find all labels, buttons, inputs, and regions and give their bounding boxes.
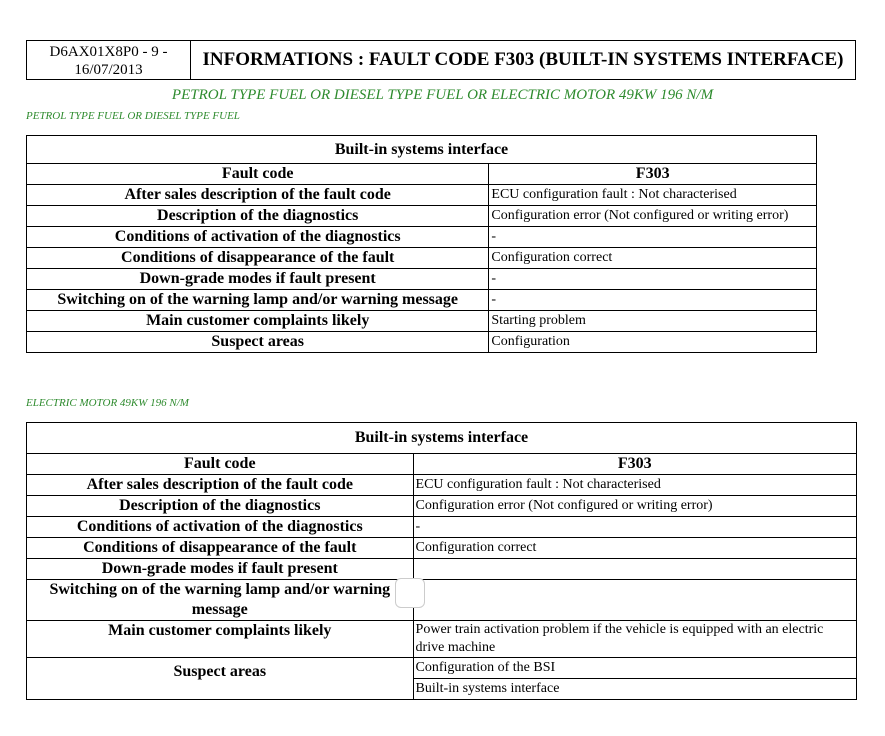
row-key: Switching on of the warning lamp and/or warning message xyxy=(27,580,414,621)
row-key: Suspect areas xyxy=(27,658,414,700)
row-value: - xyxy=(413,517,856,538)
table-row xyxy=(27,311,817,332)
row-key: After sales description of the fault code xyxy=(27,475,414,496)
section2-label: ELECTRIC MOTOR 49KW 196 N/M xyxy=(26,397,189,409)
row-key: Main customer complaints likely xyxy=(27,621,414,658)
table-caption: Built-in systems interface xyxy=(27,136,817,164)
floating-widget[interactable] xyxy=(395,578,425,608)
row-value: Power train activation problem if the vehicle is equipped with an electric drive machine xyxy=(413,621,856,658)
row-value: Configuration error (Not configured or writing error) xyxy=(413,496,856,517)
row-key: Description of the diagnostics xyxy=(27,206,489,227)
table-row xyxy=(27,580,857,621)
table-row xyxy=(27,475,857,496)
fault-code-label: Fault code xyxy=(27,454,414,475)
row-key: Conditions of activation of the diagnostics xyxy=(27,517,414,538)
row-value: - xyxy=(489,269,817,290)
fault-table-fuel xyxy=(26,135,817,353)
row-key: Down-grade modes if fault present xyxy=(27,269,489,290)
row-key: After sales description of the fault code xyxy=(27,185,489,206)
fault-table-electric xyxy=(26,422,857,700)
row-key: Main customer complaints likely xyxy=(27,311,489,332)
table-row xyxy=(27,290,817,311)
row-value: ECU configuration fault : Not characterised xyxy=(413,475,856,496)
row-value xyxy=(413,580,856,621)
document-title: INFORMATIONS : FAULT CODE F303 (BUILT-IN SYSTEMS INTERFACE) xyxy=(202,49,844,70)
row-value: Configuration xyxy=(489,332,817,353)
row-key: Description of the diagnostics xyxy=(27,496,414,517)
row-key: Down-grade modes if fault present xyxy=(27,559,414,580)
table-row xyxy=(27,517,857,538)
table-row xyxy=(27,248,817,269)
table-row xyxy=(27,206,817,227)
table-row xyxy=(27,538,857,559)
row-key: Switching on of the warning lamp and/or warning message xyxy=(27,290,489,311)
fault-code-value: F303 xyxy=(413,454,856,475)
row-value xyxy=(413,559,856,580)
table-row xyxy=(27,269,817,290)
section1-label: PETROL TYPE FUEL OR DIESEL TYPE FUEL xyxy=(26,110,240,122)
table-caption: Built-in systems interface xyxy=(27,423,857,454)
row-value: Starting problem xyxy=(489,311,817,332)
table-row xyxy=(27,332,817,353)
row-value: Built-in systems interface xyxy=(413,679,856,700)
table-row xyxy=(27,559,857,580)
document-reference xyxy=(27,41,191,79)
row-key: Conditions of disappearance of the fault xyxy=(27,248,489,269)
row-value: - xyxy=(489,290,817,311)
document-ref-date: 16/07/2013 xyxy=(74,62,143,78)
fault-code-label: Fault code xyxy=(27,164,489,185)
table-row xyxy=(27,496,857,517)
row-value: Configuration of the BSI xyxy=(413,658,856,679)
row-key: Conditions of disappearance of the fault xyxy=(27,538,414,559)
document-subtitle: PETROL TYPE FUEL OR DIESEL TYPE FUEL OR ELECTRIC MOTOR 49KW 196 N/M xyxy=(171,87,714,103)
fault-code-value: F303 xyxy=(489,164,817,185)
row-key: Conditions of activation of the diagnostics xyxy=(27,227,489,248)
row-key: Suspect areas xyxy=(27,332,489,353)
row-value: Configuration error (Not configured or writing error) xyxy=(489,206,817,227)
row-value: Configuration correct xyxy=(489,248,817,269)
document-ref-code: D6AX01X8P0 - 9 - xyxy=(49,44,168,60)
table-row xyxy=(27,185,817,206)
table-row xyxy=(27,621,857,658)
table-row xyxy=(27,227,817,248)
document-header xyxy=(26,40,856,80)
row-value: - xyxy=(489,227,817,248)
row-value: ECU configuration fault : Not characterised xyxy=(489,185,817,206)
row-value: Configuration correct xyxy=(413,538,856,559)
